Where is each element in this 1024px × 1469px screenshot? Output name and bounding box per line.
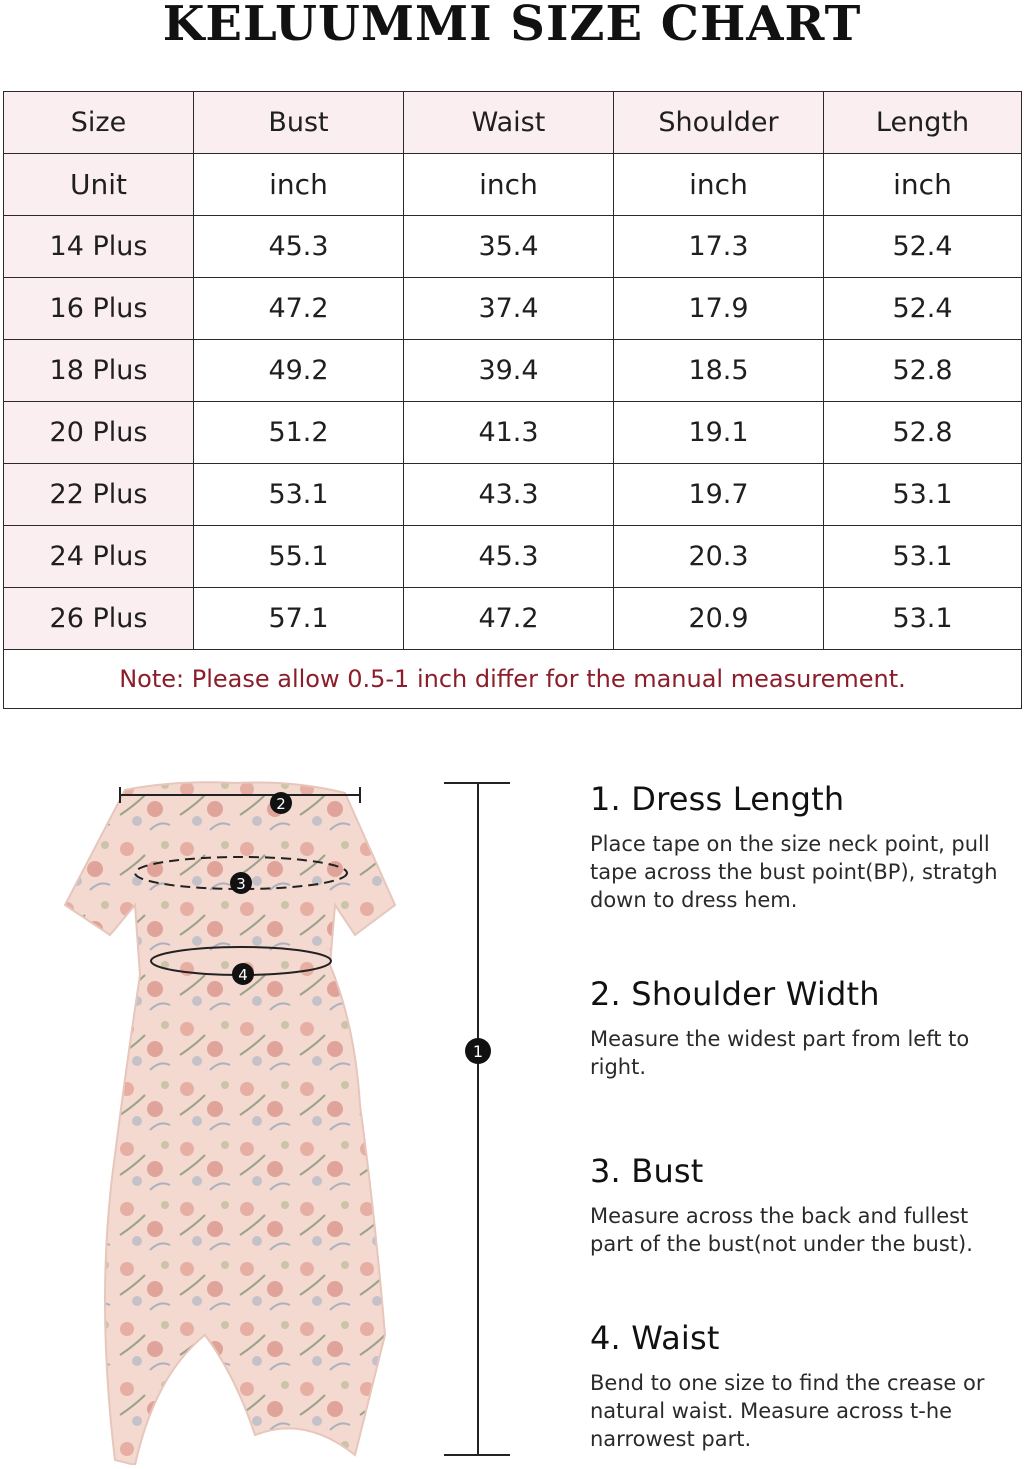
instruction-heading: 2. Shoulder Width	[590, 975, 880, 1013]
size-cell: 26 Plus	[4, 588, 194, 650]
table-row	[4, 278, 1022, 340]
instruction-text: Place tape on the size neck point, pull tape across the bust point(BP), stratgh down to dress hem.	[590, 832, 998, 912]
instruction-text: Measure across the back and fullest part of the bust(not under the bust).	[590, 1204, 973, 1256]
header-length: Length	[824, 92, 1022, 154]
size-table	[3, 91, 1022, 709]
bust-cell: 51.2	[194, 402, 404, 464]
bust-cell: 45.3	[194, 216, 404, 278]
waist-cell: 37.4	[404, 278, 614, 340]
waist-cell: 41.3	[404, 402, 614, 464]
size-cell: 18 Plus	[4, 340, 194, 402]
size-cell: 14 Plus	[4, 216, 194, 278]
measurement-note: Note: Please allow 0.5-1 inch differ for the manual measurement.	[4, 650, 1022, 709]
length-cell: 52.4	[824, 278, 1022, 340]
note-row	[4, 650, 1022, 709]
bust-cell: 49.2	[194, 340, 404, 402]
length-cell: 52.8	[824, 402, 1022, 464]
shoulder-cell: 17.9	[614, 278, 824, 340]
unit-label: Unit	[4, 154, 194, 216]
unit-cell: inch	[404, 154, 614, 216]
instruction-heading: 1. Dress Length	[590, 780, 845, 818]
waist-cell: 43.3	[404, 464, 614, 526]
bust-cell: 55.1	[194, 526, 404, 588]
waist-cell: 39.4	[404, 340, 614, 402]
dress-shape	[65, 782, 395, 1465]
bust-cell: 53.1	[194, 464, 404, 526]
unit-cell: inch	[614, 154, 824, 216]
waist-cell: 35.4	[404, 216, 614, 278]
shoulder-cell: 18.5	[614, 340, 824, 402]
shoulder-cell: 19.7	[614, 464, 824, 526]
length-cell: 52.8	[824, 340, 1022, 402]
marker-one: 1	[472, 1042, 484, 1061]
bust-cell: 47.2	[194, 278, 404, 340]
instruction-waist	[590, 1319, 1010, 1453]
instruction-shoulder-width	[590, 975, 1010, 1081]
shoulder-cell: 19.1	[614, 402, 824, 464]
length-cell: 53.1	[824, 526, 1022, 588]
marker-four: 4	[238, 966, 248, 984]
table-row	[4, 526, 1022, 588]
length-cell: 52.4	[824, 216, 1022, 278]
waist-cell: 45.3	[404, 526, 614, 588]
shoulder-cell: 20.3	[614, 526, 824, 588]
shoulder-cell: 17.3	[614, 216, 824, 278]
table-row	[4, 340, 1022, 402]
instruction-heading: 3. Bust	[590, 1152, 704, 1190]
table-header-row	[4, 92, 1022, 154]
unit-cell: inch	[824, 154, 1022, 216]
unit-row	[4, 154, 1022, 216]
instruction-dress-length	[590, 780, 1010, 914]
size-cell: 20 Plus	[4, 402, 194, 464]
size-cell: 24 Plus	[4, 526, 194, 588]
length-cell: 53.1	[824, 464, 1022, 526]
length-ruler	[440, 780, 530, 1460]
table-row	[4, 402, 1022, 464]
instruction-heading: 4. Waist	[590, 1319, 720, 1357]
header-waist: Waist	[404, 92, 614, 154]
header-bust: Bust	[194, 92, 404, 154]
instruction-bust	[590, 1152, 1010, 1258]
bust-cell: 57.1	[194, 588, 404, 650]
shoulder-cell: 20.9	[614, 588, 824, 650]
instruction-text: Measure the widest part from left to right.	[590, 1027, 970, 1079]
unit-cell: inch	[194, 154, 404, 216]
table-row	[4, 464, 1022, 526]
chart-title: KELUUMMI SIZE CHART	[162, 0, 862, 52]
table-row	[4, 588, 1022, 650]
header-shoulder: Shoulder	[614, 92, 824, 154]
table-row	[4, 216, 1022, 278]
length-cell: 53.1	[824, 588, 1022, 650]
size-cell: 22 Plus	[4, 464, 194, 526]
size-cell: 16 Plus	[4, 278, 194, 340]
header-size: Size	[4, 92, 194, 154]
dress-illustration	[55, 775, 415, 1465]
instruction-text: Bend to one size to find the crease or natural waist. Measure across t-he narrowest part.	[590, 1371, 985, 1451]
waist-cell: 47.2	[404, 588, 614, 650]
marker-three: 3	[236, 875, 246, 893]
marker-two: 2	[276, 795, 286, 813]
